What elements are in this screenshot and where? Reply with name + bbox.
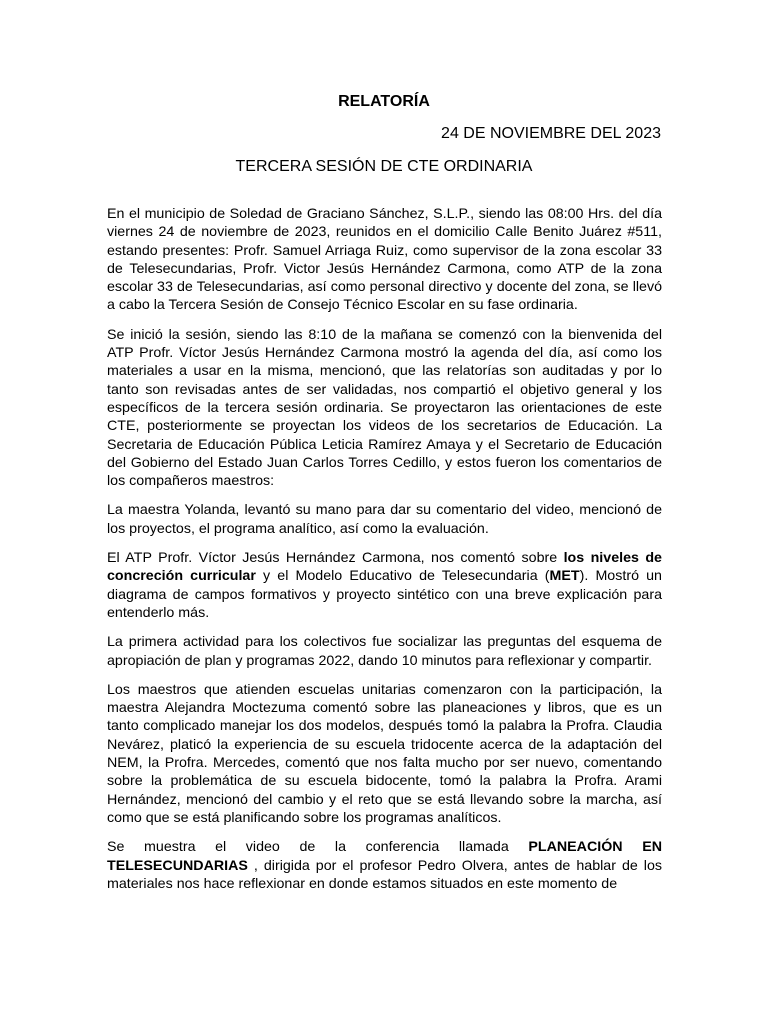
document-date: 24 DE NOVIEMBRE DEL 2023: [441, 125, 661, 142]
session-title: TERCERA SESIÓN DE CTE ORDINARIA: [235, 158, 533, 175]
text-run: El ATP Profr. Víctor Jesús Hernández Carmona, nos comentó sobre: [107, 550, 564, 567]
text-run: Se muestra el video de la conferencia llamada: [107, 839, 529, 856]
paragraph-first-activity: La primera actividad para los colectivos fue socializar las preguntas del esquema de apropiación de plan y programas 2022, dando 10 minutos para reflexionar y compartir.: [107, 634, 662, 669]
bold-text-run: PLANEACIÓN EN TELESECUNDARIAS: [107, 839, 662, 874]
bold-text-run: MET: [549, 568, 580, 585]
text-run: , dirigida por el profesor Pedro Olvera, antes de hablar de los materiales nos hace reflexionar en donde estamos situados en este momento de: [107, 857, 662, 892]
text-run: ). Mostró un diagrama de campos formativos y proyecto sintético con una breve explicación para entenderlo más.: [107, 568, 662, 621]
bold-text-run: los niveles de concreción curricular: [107, 550, 662, 585]
paragraph-atp-comment: [107, 549, 662, 622]
text-run: y el Modelo Educativo de Telesecundaria (: [255, 568, 550, 585]
paragraph-teachers-participation: Los maestros que atienden escuelas unitarias comenzaron con la participación, la maestra Alejandra Moctezuma comentó sobre las planeaciones y libros, que es un tanto complicado manejar los dos modelos, después tomó la palabra la Profra. Claudia Nevárez, platicó la experiencia de su escuela tridocente acerca de la adaptación del NEM, la Profra. Mercedes, comentó que nos falta mucho por ser nuevo, comentando sobre la problemática de su escuela bidocente, tomó la palabra la Profra. Arami Hernández, mencionó del cambio y el reto que se está llevando sobre la marcha, así como que se está planificando sobre los programas analíticos.: [107, 681, 662, 826]
document-body: [107, 205, 662, 904]
paragraph-yolanda-comment: La maestra Yolanda, levantó su mano para dar su comentario del video, mencionó de los proyectos, el programa analítico, así como la evaluación.: [107, 502, 662, 537]
document-title: RELATORÍA: [338, 93, 430, 110]
paragraph-opening: En el municipio de Soledad de Graciano Sánchez, S.L.P., siendo las 08:00 Hrs. del día viernes 24 de noviembre de 2023, reunidos en el domicilio Calle Benito Juárez #511, estando presentes: Profr. Samuel Arriaga Ruiz, como supervisor de la zona escolar 33 de Telesecundarias, Profr. Victor Jesús Hernández Carmona, como ATP de la zona escolar 33 de Telesecundarias, así como personal directivo y docente del zona, se llevó a cabo la Tercera Sesión de Consejo Técnico Escolar en su fase ordinaria.: [107, 206, 662, 314]
paragraph-conference-video: [107, 838, 662, 893]
paragraph-session-start: Se inició la sesión, siendo las 8:10 de la mañana se comenzó con la bienvenida del ATP Profr. Víctor Jesús Hernández Carmona mostró la agenda del día, así como los materiales a usar en la misma, mencionó, que las relatorías son auditadas y por lo tanto son revisadas antes de ser validadas, nos compartió el objetivo general y los específicos de la tercera sesión ordinaria. Se proyectaron las orientaciones de este CTE, posteriormente se proyectan los videos de los secretarios de Educación. La Secretaria de Educación Pública Leticia Ramírez Amaya y el Secretario de Educación del Gobierno del Estado Juan Carlos Torres Cedillo, y estos fueron los comentarios de los compañeros maestros:: [107, 326, 662, 490]
